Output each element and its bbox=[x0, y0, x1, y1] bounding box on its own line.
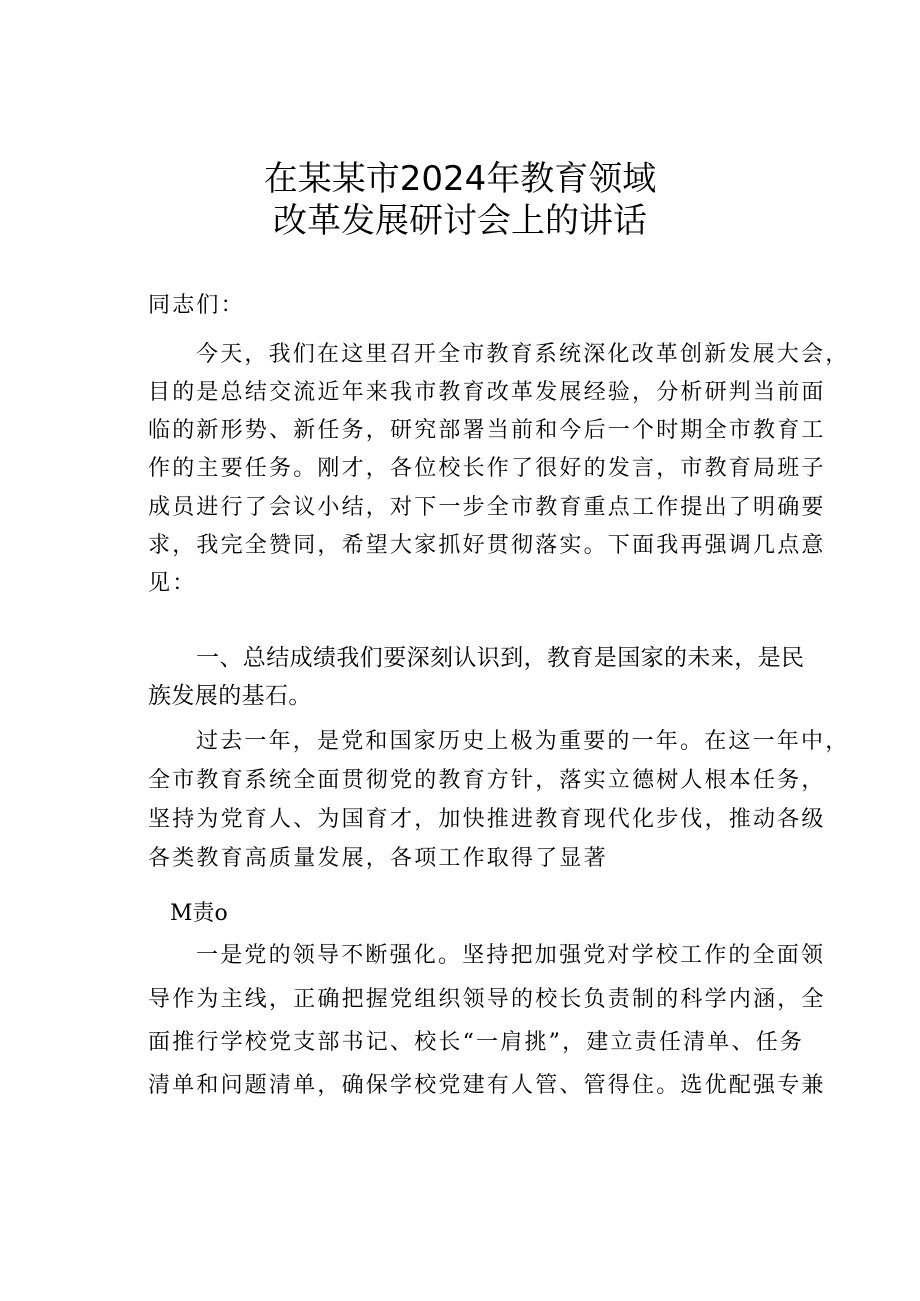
party-paragraph-line: 一是党的领导不断强化。坚持把加强党对学校工作的全面领 bbox=[196, 943, 826, 968]
intro-paragraph-line: 今天，我们在这里召开全市教育系统深化改革创新发展大会， bbox=[196, 342, 850, 367]
intro-paragraph-line: 临的新形势、新任务，研究部署当前和今后一个时期全市教育工 bbox=[148, 418, 826, 443]
party-paragraph-line: 导作为主线，正确把握党组织领导的校长负责制的科学内涵，全 bbox=[148, 987, 826, 1012]
past-year-paragraph-line: 各类教育高质量发展，各项工作取得了显著 bbox=[148, 846, 608, 871]
party-paragraph-line: 清单和问题清单，确保学校党建有人管、管得住。选优配强专兼 bbox=[148, 1073, 826, 1098]
intro-paragraph-line: 求，我完全赞同，希望大家抓好贯彻落实。下面我再强调几点意 bbox=[148, 533, 826, 558]
section-heading-line: 一、总结成绩我们要深刻认识到，教育是国家的未来，是民 bbox=[196, 645, 805, 671]
intro-paragraph-line: 见： bbox=[148, 571, 197, 596]
past-year-paragraph-line: 坚持为党育人、为国育才，加快推进教育现代化步伐，推动各级 bbox=[148, 807, 826, 832]
past-year-paragraph-line: 全市教育系统全面贯彻党的教育方针，落实立德树人根本任务， bbox=[148, 768, 826, 793]
ocr-fragment: M责o bbox=[170, 901, 228, 926]
intro-paragraph-line: 成员进行了会议小结，对下一步全市教育重点工作提出了明确要 bbox=[148, 495, 826, 520]
document-title-line-1: 在某某市2024年教育领域 bbox=[263, 159, 657, 199]
party-paragraph-line: 面推行学校党支部书记、校长“一肩挑”，建立责任清单、任务 bbox=[148, 1030, 805, 1055]
intro-paragraph-line: 目的是总结交流近年来我市教育改革发展经验，分析研判当前面 bbox=[148, 380, 826, 405]
past-year-paragraph-line: 过去一年，是党和国家历史上极为重要的一年。在这一年中， bbox=[196, 729, 850, 754]
intro-paragraph-line: 作的主要任务。刚才，各位校长作了很好的发言，市教育局班子 bbox=[148, 456, 826, 481]
salutation: 同志们： bbox=[148, 293, 245, 318]
document-title-line-2: 改革发展研讨会上的讲话 bbox=[273, 201, 647, 241]
section-heading-line: 族发展的基石。 bbox=[148, 683, 312, 709]
